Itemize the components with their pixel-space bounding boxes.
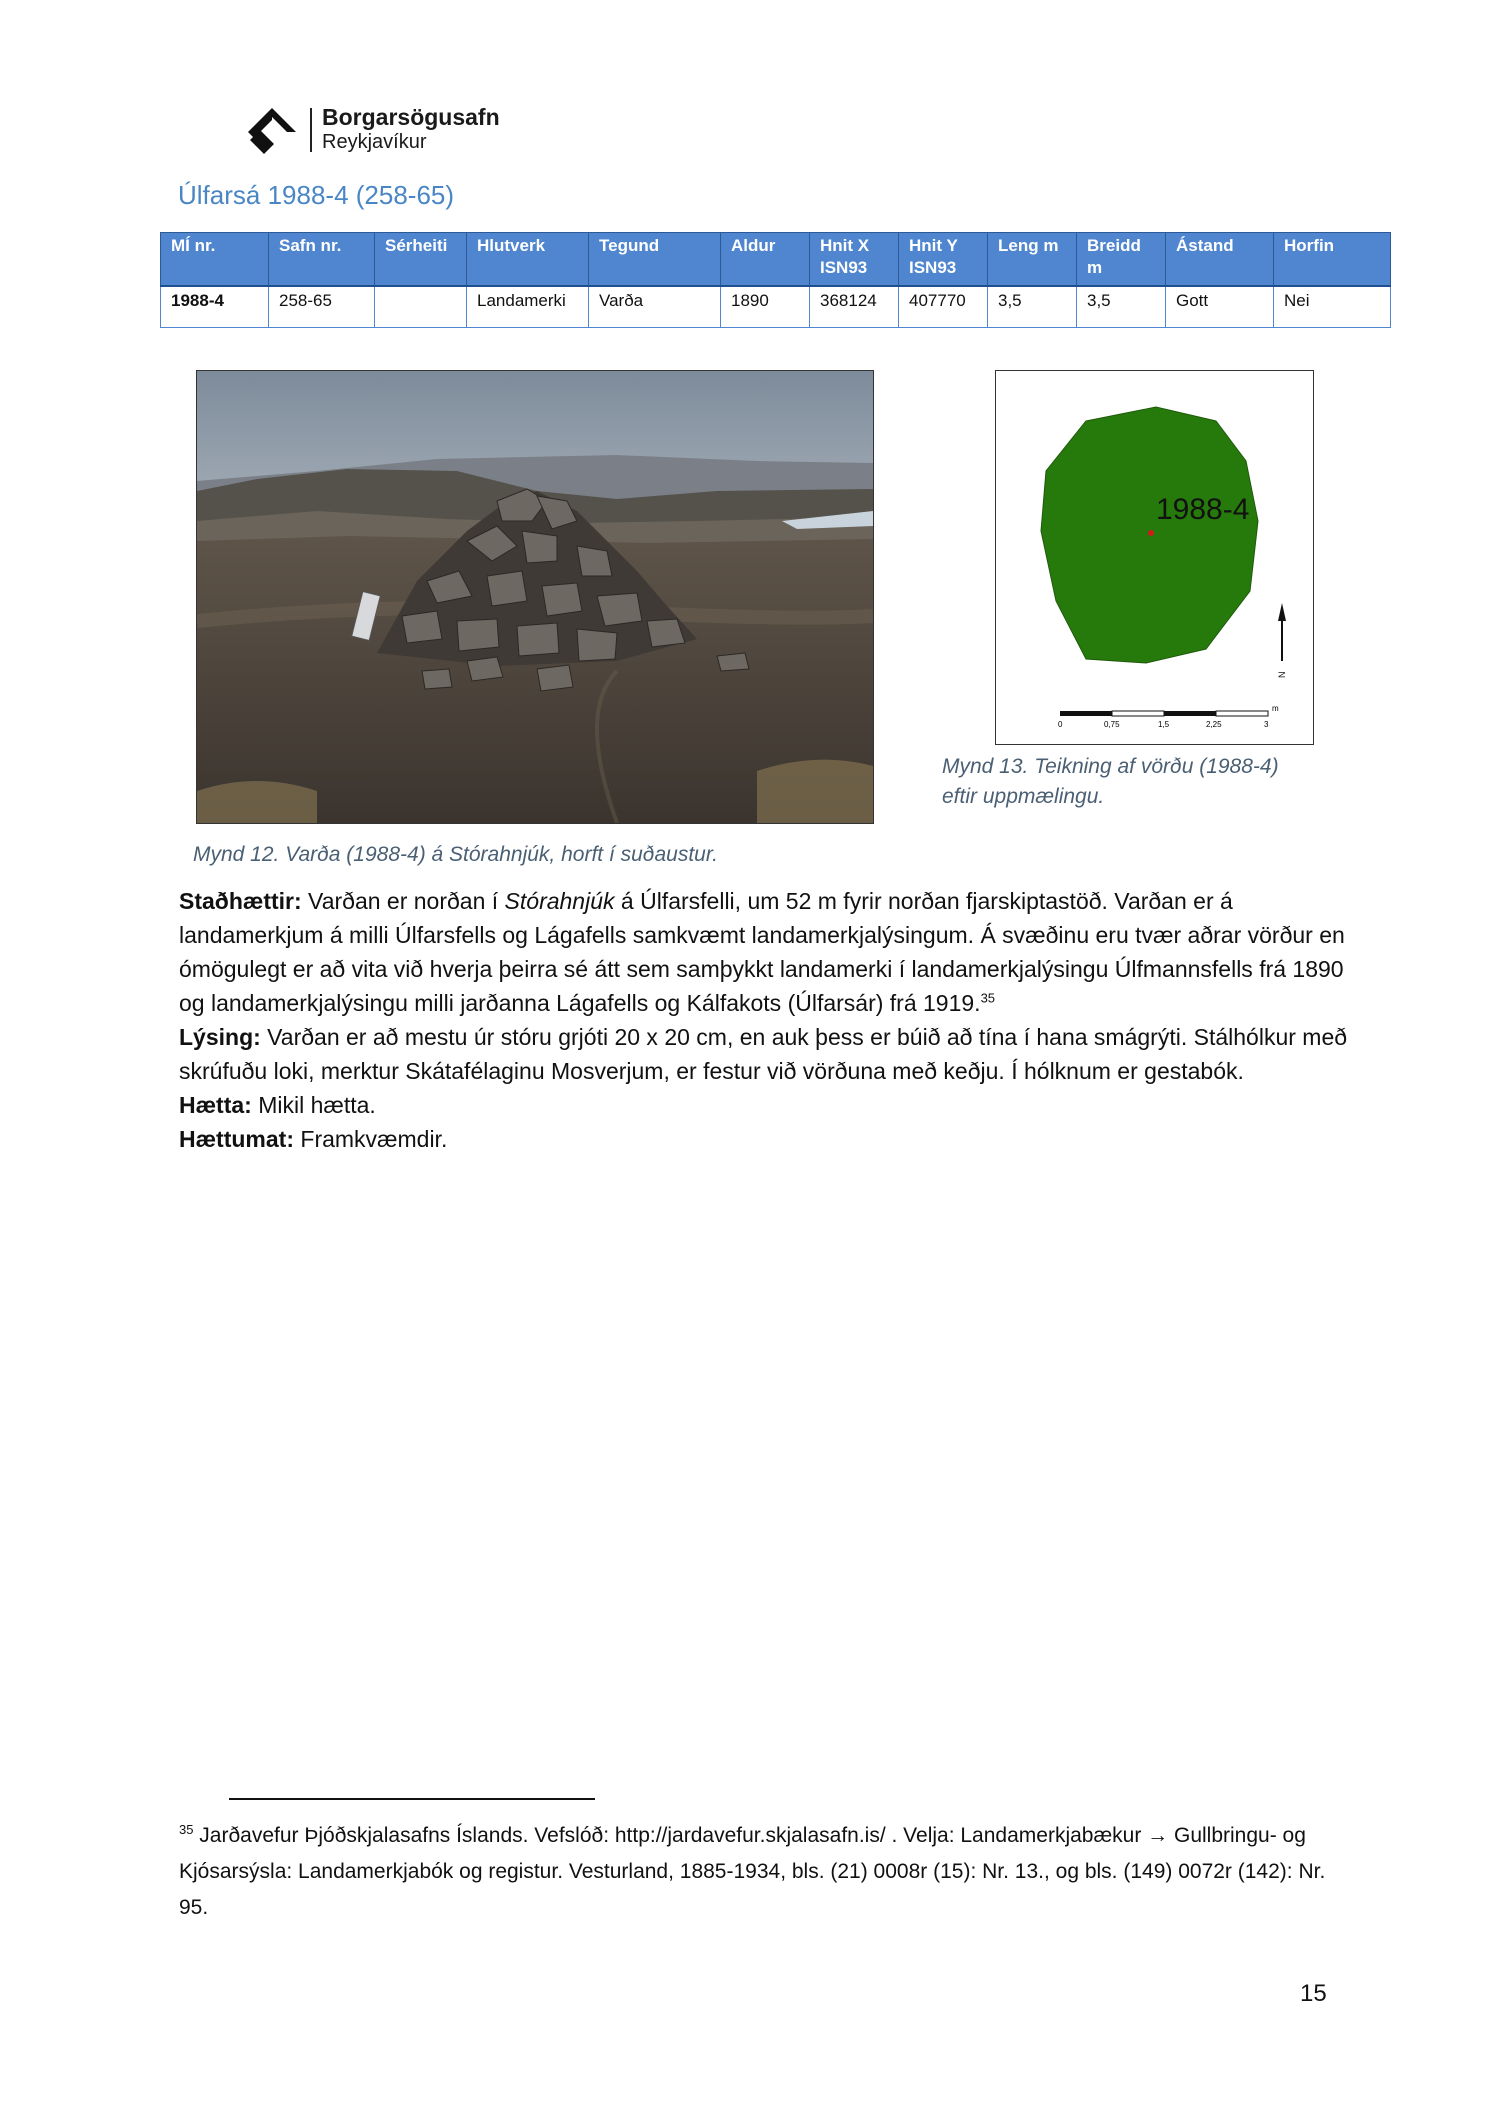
page-title: Úlfarsá 1988-4 (258-65) (178, 180, 455, 210)
haettumat-paragraph (179, 1122, 1359, 1156)
table-header: Tegund (589, 233, 721, 287)
haettumat-text: Framkvæmdir. (294, 1126, 448, 1152)
logo-city: Reykjavíkur (322, 131, 427, 153)
page-number: 15 (1300, 1980, 1327, 2007)
table-cell: Varða (589, 286, 721, 328)
figure-13-caption: Mynd 13. Teikning af vörðu (1988-4) eftir uppmælingu. (942, 755, 1279, 808)
footnote (179, 1812, 1339, 1926)
table-cell (375, 286, 467, 328)
lysing-paragraph (179, 1020, 1359, 1088)
table-header: Horfin (1274, 233, 1391, 287)
table-header: Hlutverk (467, 233, 589, 287)
cairn-photo (196, 370, 874, 824)
table-cell: 3,5 (1077, 286, 1166, 328)
logo-divider (310, 108, 312, 152)
table-cell: 1988-4 (161, 286, 269, 328)
table-header: Sérheiti (375, 233, 467, 287)
table-header: Leng m (988, 233, 1077, 287)
table-header: Hnit Y ISN93 (899, 233, 988, 287)
scale-tick-label: 1,5 (1158, 720, 1170, 729)
table-cell: 407770 (899, 286, 988, 328)
house-chevron-icon (244, 106, 300, 154)
footnote-text: Jarðavefur Þjóðskjalasafns Íslands. Vefslóð: http://jardavefur.skjalasafn.is/ . Velja: Landamerkjabækur → Gullbringu- og Kjósarsýsla: Landamerkjabók og registur. Vesturland, 1885-1934, bls. (21) 0008r (15): Nr. 13., og bls. (149) 0072r (142): Nr. 95. (179, 1824, 1326, 1919)
scale-tick-label: 0 (1058, 720, 1063, 729)
table-row (161, 286, 1391, 328)
footnote-number: 35 (179, 1822, 194, 1837)
haetta-text: Mikil hætta. (251, 1092, 376, 1118)
haetta-label: Hætta: (179, 1092, 252, 1118)
logo-name: Borgarsögusafn (322, 104, 500, 130)
north-arrow-icon (1277, 603, 1287, 678)
table-header: Aldur (721, 233, 810, 287)
stadhaettir-paragraph (179, 884, 1359, 1020)
scale-tick-label: 0,75 (1104, 720, 1120, 729)
scale-tick-label: 2,25 (1206, 720, 1222, 729)
scale-unit-label: m (1272, 704, 1279, 713)
table-cell: 368124 (810, 286, 899, 328)
haetta-paragraph (179, 1088, 1359, 1122)
table-header: Ástand (1166, 233, 1274, 287)
stadhaettir-text-pre: Varðan er norðan í (301, 888, 505, 914)
north-label: N (1277, 671, 1287, 678)
stadhaettir-label: Staðhættir: (179, 888, 302, 914)
lysing-label: Lýsing: (179, 1024, 261, 1050)
survey-point-marker (1148, 530, 1154, 536)
table-cell: 3,5 (988, 286, 1077, 328)
sketch-site-label: 1988-4 (1156, 493, 1250, 526)
table-header: MÍ nr. (161, 233, 269, 287)
scale-bar (1058, 704, 1279, 729)
stadhaettir-text-post: á Úlfarsfelli, um 52 m fyrir norðan fjarskiptastöð. Varðan er á landamerkjum á milli Úlfarsfells og Lágafells samkvæmt landamerkjalýsingum. Á svæðinu eru tvær aðrar vörður en ómögulegt er að vita við hverja þeirra sé átt sem samþykkt landamerki í landamerkjalýsingu Úlfmannsfells frá 1890 og landamerkjalýsingu milli jarðanna Lágafells og Kálfakots (Úlfarsár) frá 1919. (179, 888, 1345, 1016)
table-cell: Gott (1166, 286, 1274, 328)
table-cell: 258-65 (269, 286, 375, 328)
scale-tick-label: 3 (1264, 720, 1269, 729)
footnote-divider (229, 1798, 595, 1800)
footnote-reference[interactable]: 35 (980, 990, 996, 1006)
site-info-table (160, 232, 1391, 328)
table-cell: Nei (1274, 286, 1391, 328)
table-cell: Landamerki (467, 286, 589, 328)
lysing-text: Varðan er að mestu úr stóru grjóti 20 x 20 cm, en auk þess er búið að tína í hana smágrýti. Stálhólkur með skrúfuðu loki, merktur Skátafélaginu Mosverjum, er festur við vörðuna með keðju. Í hólknum er gestabók. (179, 1024, 1348, 1084)
table-header: Hnit X ISN93 (810, 233, 899, 287)
table-header: Safn nr. (269, 233, 375, 287)
table-cell: 1890 (721, 286, 810, 328)
cairn-survey-drawing (995, 370, 1314, 745)
figure-12-caption: Mynd 12. Varða (1988-4) á Stórahnjúk, horft í suðaustur. (193, 843, 718, 866)
table-header: Breidd m (1077, 233, 1166, 287)
stadhaettir-place-name: Stórahnjúk (504, 888, 615, 914)
haettumat-label: Hættumat: (179, 1126, 294, 1152)
table-header-row (161, 233, 1391, 287)
site-description (179, 884, 1359, 1156)
